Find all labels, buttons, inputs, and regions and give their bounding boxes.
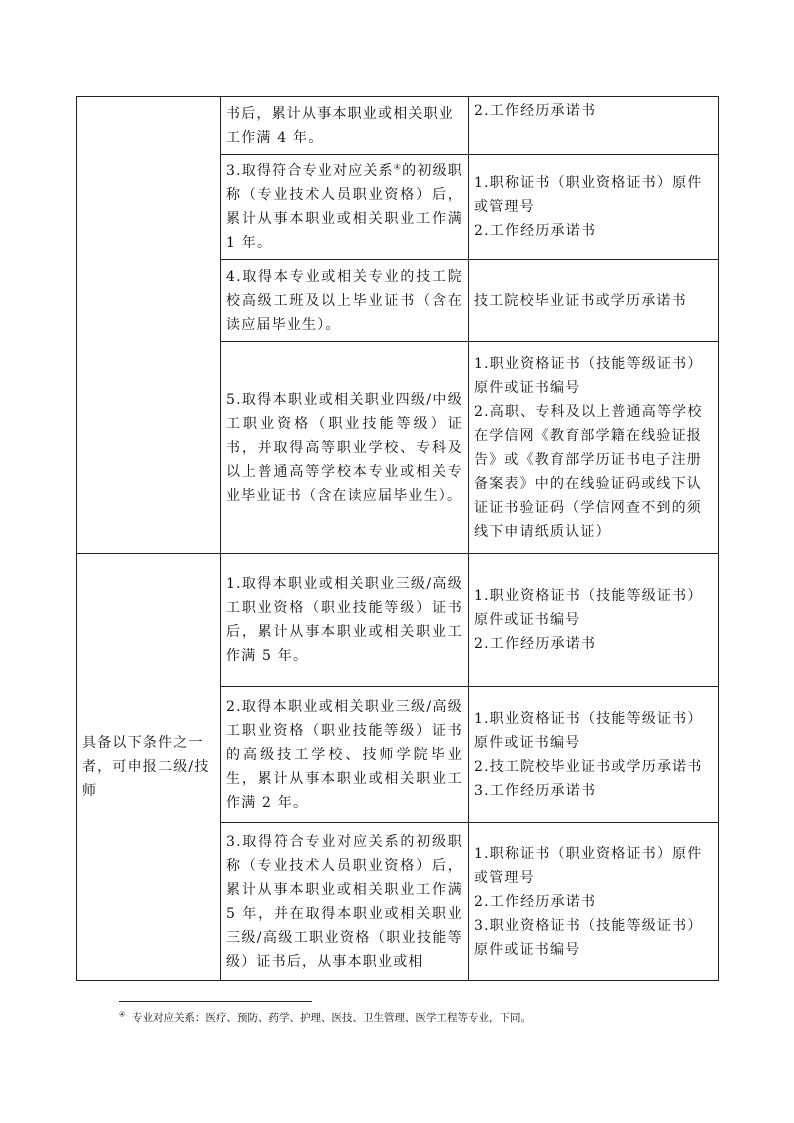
condition-cell: 3.取得符合专业对应关系的初级职称（专业技术人员职业资格）后，累计从事本职业或相关职业工作满 5 年，并在取得本职业或相关职业三级/高级工职业资格（职业技能等级）证书后，从事本职业或相 <box>221 823 469 981</box>
materials-cell: 2.工作经历承诺书 <box>469 97 719 155</box>
condition-cell: 1.取得本职业或相关职业三级/高级工职业资格（职业技能等级）证书后，累计从事本职业或相关职业工作满 5 年。 <box>221 554 469 687</box>
footnote-separator <box>119 1001 312 1002</box>
condition-cell: 2.取得本职业或相关职业三级/高级工职业资格（职业技能等级）证书的高级技工学校、技师学院毕业生，累计从事本职业或相关职业工作满 2 年。 <box>221 687 469 823</box>
condition-cell: 4.取得本专业或相关专业的技工院校高级工班及以上毕业证书（含在读应届毕业生）。 <box>221 260 469 342</box>
condition-cell: 5.取得本职业或相关职业四级/中级工职业资格（职业技能等级）证书，并取得高等职业学校、专科及以上普通高等学校本专业或相关专业毕业证书（含在读应届毕业生）。 <box>221 342 469 554</box>
condition-cell: 3.取得符合专业对应关系④的初级职称（专业技术人员职业资格）后，累计从事本职业或相关职业工作满 1 年。 <box>221 155 469 260</box>
materials-cell: 1.职业资格证书（技能等级证书）原件或证书编号 2.工作经历承诺书 <box>469 554 719 687</box>
requirements-table <box>76 96 719 981</box>
table-row <box>77 554 719 687</box>
materials-cell: 1.职称证书（职业资格证书）原件或管理号 2.工作经历承诺书 <box>469 155 719 260</box>
materials-cell: 1.职称证书（职业资格证书）原件或管理号 2.工作经历承诺书 3.职业资格证书（技能等级证书）原件或证书编号 <box>469 823 719 981</box>
materials-cell: 1.职业资格证书（技能等级证书）原件或证书编号 2.技工院校毕业证书或学历承诺书 3.工作经历承诺书 <box>469 687 719 823</box>
condition-cell: 书后，累计从事本职业或相关职业 工作满 4 年。 <box>221 97 469 155</box>
footnote <box>119 1010 719 1026</box>
table-row <box>77 97 719 155</box>
footnote-text: 专业对应关系：医疗、预防、药学、护理、医技、卫生管理、医学工程等专业，下同。 <box>131 1012 531 1024</box>
category-cell: 具备以下条件之一者，可申报二级/技师 <box>77 554 221 981</box>
materials-cell: 技工院校毕业证书或学历承诺书 <box>469 260 719 342</box>
materials-cell: 1.职业资格证书（技能等级证书）原件或证书编号 2.高职、专科及以上普通高等学校在学信网《教育部学籍在线验证报告》或《教育部学历证书电子注册备案表》中的在线验证码或线下认证证书验证码（学信网查不到的须线下申请纸质认证） <box>469 342 719 554</box>
category-cell <box>77 97 221 554</box>
footnote-marker: ④ <box>119 1010 126 1019</box>
footnote-marker: ④ <box>393 162 403 172</box>
